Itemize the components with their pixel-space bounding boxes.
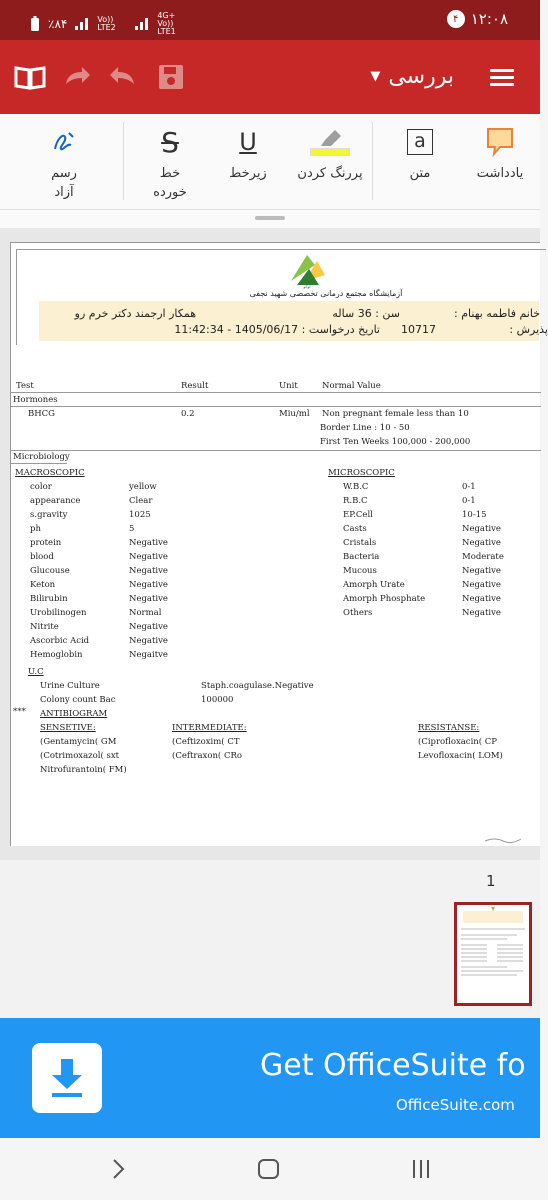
intermediate-item: (Ceftizoxim( CT xyxy=(172,737,240,747)
battery-level: ٪۸۴ xyxy=(48,17,68,31)
micro-test-value: Negative xyxy=(462,580,501,590)
divider xyxy=(11,450,541,451)
col-normal: Normal Value xyxy=(322,381,381,391)
stars-marker: *** xyxy=(13,707,26,717)
macro-test-name: ph xyxy=(30,524,41,534)
sensitive-item: (Gentamycin( GM xyxy=(40,737,117,747)
home-icon[interactable] xyxy=(257,1158,281,1180)
tool-freehand-label: رسم آزاد xyxy=(51,166,77,200)
macro-test-name: Urobilinogen xyxy=(30,608,87,618)
micro-test-value: 0-1 xyxy=(462,482,476,492)
micro-test-name: Mucous xyxy=(343,566,377,576)
text-box-icon xyxy=(407,129,433,155)
text-box-glyph: a xyxy=(414,130,426,152)
macro-test-value: Negative xyxy=(129,538,168,548)
sensitive-item: (Cotrimoxazol( sxt xyxy=(40,751,120,761)
hormone-normal-1: Non pregnant female less than 10 xyxy=(322,409,469,419)
micro-test-name: W.B.C xyxy=(343,482,369,492)
page-number: 1 xyxy=(486,872,496,890)
signal-icon xyxy=(75,18,89,30)
sensitive-item: Nitrofurantoin( FM) xyxy=(40,765,127,775)
app-bar xyxy=(0,40,540,114)
svg-text:لوگو: لوگو xyxy=(303,284,311,289)
micro-test-value: Moderate xyxy=(462,552,504,562)
hormone-test: BHCG xyxy=(28,409,55,419)
intermediate-header: INTERMEDIATE: xyxy=(172,723,247,733)
hormone-result: 0.2 xyxy=(181,409,195,419)
officesuite-banner[interactable] xyxy=(0,1018,540,1138)
download-icon xyxy=(32,1043,102,1113)
tool-freehand[interactable] xyxy=(24,124,104,202)
tool-highlight-label: پررنگ کردن xyxy=(297,166,363,181)
macro-test-name: Bilirubin xyxy=(30,594,68,604)
macro-test-value: Normal xyxy=(129,608,162,618)
lab-logo xyxy=(285,251,329,289)
macro-test-value: 1025 xyxy=(129,510,151,520)
note-icon xyxy=(486,127,514,157)
uc-title: U.C xyxy=(28,667,44,677)
annotation-toolbar xyxy=(0,114,540,210)
intermediate-item: (Ceftraxon( CRo xyxy=(172,751,242,761)
divider xyxy=(11,463,67,464)
tool-note-label: یادداشت xyxy=(476,166,524,181)
reception-label: پذیرش : xyxy=(509,323,548,336)
macro-test-name: color xyxy=(30,482,52,492)
signal-icon-2 xyxy=(135,18,149,30)
patient-name: خانم فاطمه بهنام : xyxy=(454,307,540,320)
hormones-section: Hormones xyxy=(13,395,58,405)
signature-mark xyxy=(483,835,523,845)
chevron-down-icon: ▼ xyxy=(370,69,381,84)
save-icon[interactable] xyxy=(158,64,184,90)
mode-label: بررسی xyxy=(388,64,454,89)
tool-strikethrough[interactable] xyxy=(130,124,210,202)
micro-test-name: Bacteria xyxy=(343,552,380,562)
macro-test-name: protein xyxy=(30,538,62,548)
status-bar xyxy=(0,0,540,40)
microscopic-header: MICROSCOPIC xyxy=(328,468,395,478)
underline-icon: U xyxy=(239,127,257,156)
urine-culture-value: Staph.coagulase.Negative xyxy=(201,681,314,691)
micro-test-value: Negative xyxy=(462,538,501,548)
micro-test-name: Amorph Urate xyxy=(343,580,405,590)
microbiology-section: Microbiology xyxy=(13,452,70,462)
undo-icon[interactable] xyxy=(108,64,138,90)
strikethrough-icon: S xyxy=(161,125,179,159)
toolbar-divider-2 xyxy=(123,122,124,200)
highlight-swatch xyxy=(310,148,350,156)
macro-test-name: s.gravity xyxy=(30,510,68,520)
tool-underline[interactable] xyxy=(208,124,288,183)
back-chevron-icon[interactable] xyxy=(108,1158,128,1180)
macro-test-name: Glucouse xyxy=(30,566,70,576)
col-result: Result xyxy=(181,381,209,391)
request-id: 10717 xyxy=(401,323,436,336)
hamburger-menu-icon[interactable] xyxy=(490,69,514,87)
micro-test-value: Negative xyxy=(462,524,501,534)
micro-test-name: Cristals xyxy=(343,538,377,548)
micro-test-name: R.B.C xyxy=(343,496,368,506)
micro-test-name: Casts xyxy=(343,524,367,534)
status-left xyxy=(30,12,193,36)
macro-test-value: Negative xyxy=(129,636,168,646)
macro-test-value: Negative xyxy=(129,552,168,562)
micro-test-value: 0-1 xyxy=(462,496,476,506)
macro-test-name: blood xyxy=(30,552,54,562)
tool-underline-label: زیرخط xyxy=(229,166,267,181)
redo-icon[interactable] xyxy=(62,64,92,90)
tool-text[interactable] xyxy=(380,124,460,183)
signal-label-1: Vo)) LTE2 xyxy=(97,15,116,32)
highlighter-icon xyxy=(317,128,343,148)
macro-test-value: Negative xyxy=(129,580,168,590)
macro-test-value: Negative xyxy=(129,566,168,576)
macro-test-name: Nitrite xyxy=(30,622,59,632)
banner-title: Get OfficeSuite fo xyxy=(260,1048,526,1083)
macro-test-value: Negative xyxy=(129,594,168,604)
resistant-item: Levofloxacin( LOM) xyxy=(418,751,503,761)
micro-test-value: Negative xyxy=(462,566,501,576)
colony-count-value: 100000 xyxy=(201,695,234,705)
hormone-normal-3: First Ten Weeks 100,000 - 200,000 xyxy=(320,437,471,447)
resistant-item: (Ciprofloxacin( CP xyxy=(418,737,498,747)
system-nav-bar xyxy=(0,1138,540,1200)
patient-age: سن : 36 ساله xyxy=(332,307,400,320)
macro-test-value: Clear xyxy=(129,496,153,506)
mode-dropdown[interactable] xyxy=(370,64,454,89)
divider xyxy=(11,406,541,407)
lab-name: آزمایشگاه مجتمع درمانی تخصصی شهید نجفی xyxy=(249,289,403,298)
notification-badge: ۴ xyxy=(447,10,465,28)
request-date: تاریخ درخواست : 1405/06/17 - 11:42:34 xyxy=(174,323,380,336)
divider xyxy=(11,392,541,393)
col-test: Test xyxy=(16,381,34,391)
macro-test-name: Keton xyxy=(30,580,56,590)
clock: ۱۲:۰۸ xyxy=(470,10,508,28)
micro-test-value: Negative xyxy=(462,608,501,618)
hormone-unit: Miu/ml xyxy=(279,409,310,419)
banner-subtitle: OfficeSuite.com xyxy=(396,1096,515,1114)
thumbnail-preview xyxy=(457,905,529,1003)
col-unit: Unit xyxy=(279,381,298,391)
thumbnail-panel xyxy=(0,860,540,1018)
macro-test-name: appearance xyxy=(30,496,81,506)
micro-test-name: Amorph Phosphate xyxy=(343,594,426,604)
micro-test-name: Others xyxy=(343,608,373,618)
tool-note[interactable] xyxy=(460,124,540,183)
micro-test-value: 10-15 xyxy=(462,510,487,520)
tool-strike-label: خط خورده xyxy=(153,166,187,200)
document-page xyxy=(10,242,548,846)
toolbar-divider xyxy=(372,122,373,200)
signal-label-2: 4G+ Vo)) LTE1 xyxy=(157,11,176,36)
micro-test-name: EP.Cell xyxy=(343,510,373,520)
macro-test-name: Hemoglobin xyxy=(30,650,83,660)
battery-icon xyxy=(30,16,40,32)
macro-test-value: 5 xyxy=(129,524,135,534)
recent-apps-icon[interactable] xyxy=(410,1158,432,1180)
urine-culture-label: Urine Culture xyxy=(40,681,100,691)
macro-test-name: Ascorbic Acid xyxy=(30,636,90,646)
resistant-header: RESISTANSE: xyxy=(418,723,480,733)
tool-text-label: متن xyxy=(409,166,431,181)
book-icon[interactable] xyxy=(14,64,46,90)
macroscopic-header: MACROSCOPIC xyxy=(15,468,85,478)
macro-test-value: yellow xyxy=(129,482,157,492)
page-thumbnail[interactable] xyxy=(454,902,532,1006)
micro-test-value: Negative xyxy=(462,594,501,604)
colony-count-label: Colony count Bac xyxy=(40,695,116,705)
referring-doctor: همکار ارجمند دکتر خرم رو xyxy=(74,307,196,320)
antibiogram-title: ANTIBIOGRAM xyxy=(40,709,108,719)
tool-highlight[interactable] xyxy=(290,124,370,183)
macro-test-value: Negaitve xyxy=(129,650,168,660)
toolbar-collapse-handle[interactable] xyxy=(0,210,540,228)
sensitive-header: SENSETIVE: xyxy=(40,723,96,733)
macro-test-value: Negative xyxy=(129,622,168,632)
pen-signature-icon xyxy=(51,129,77,155)
status-right xyxy=(447,10,508,28)
document-viewport[interactable] xyxy=(0,228,548,860)
hormone-normal-2: Border Line : 10 - 50 xyxy=(320,423,410,433)
